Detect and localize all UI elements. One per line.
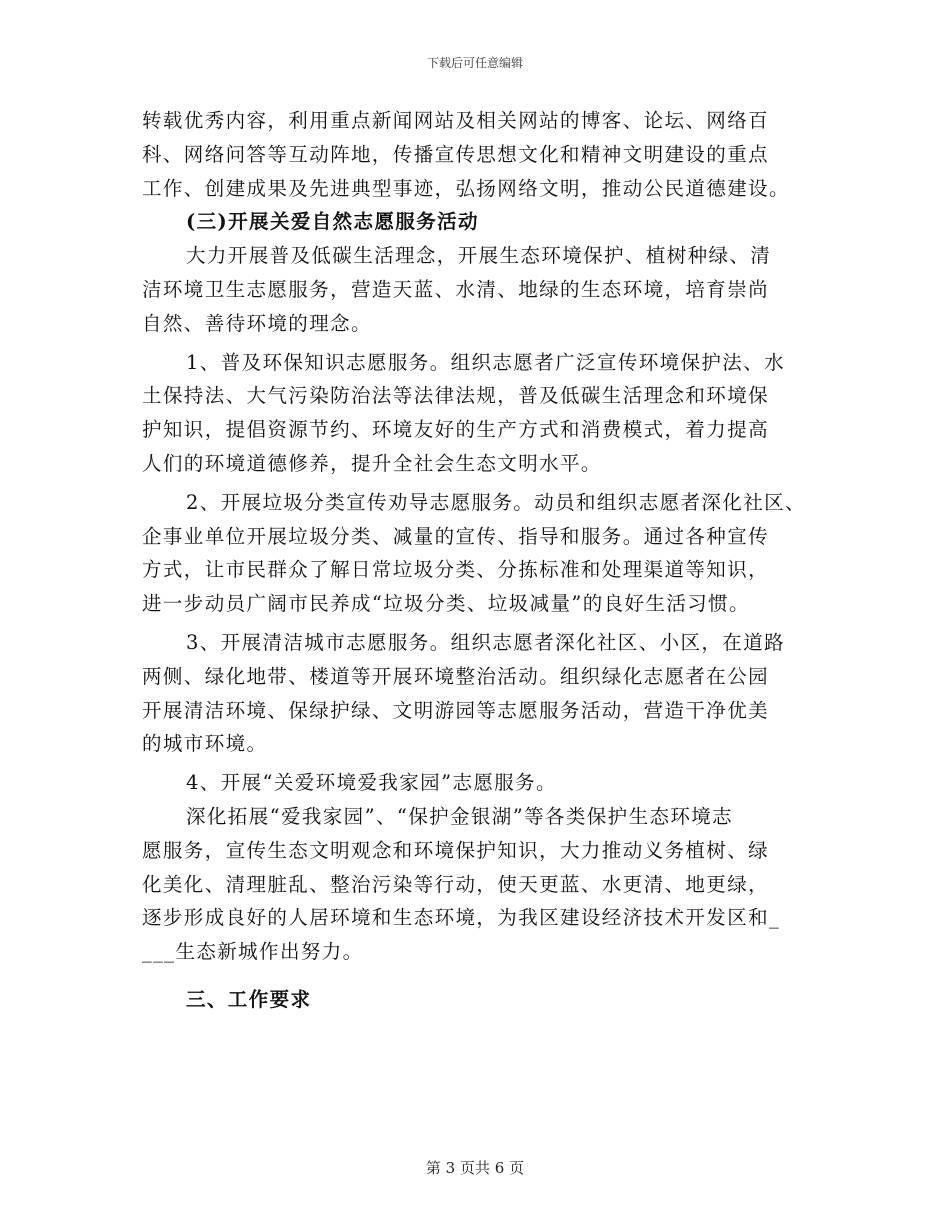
body-line: 开展清洁环境、保绿护绿、文明游园等志愿服务活动，营造干净优美: [142, 698, 770, 722]
body-line: ___生态新城作出努力。: [142, 940, 364, 964]
body-line: 科、网络问答等互动阵地，传播宣传思想文化和精神文明建设的重点: [142, 142, 770, 166]
body-line: 大力开展普及低碳生活理念，开展生态环境保护、植树种绿、清: [186, 244, 772, 268]
body-line: 深化拓展“爱我家园”、“保护金银湖”等各类保护生态环境志: [186, 804, 734, 828]
body-line: 1、普及环保知识志愿服务。组织志愿者广泛宣传环境保护法、水: [186, 350, 786, 374]
body-line: 愿服务，宣传生态文明观念和环境保护知识，大力推动义务植树、绿: [142, 838, 770, 862]
page-header: 下载后可任意编辑: [426, 56, 523, 70]
body-line: 企事业单位开展垃圾分类、减量的宣传、指导和服务。通过各种宣传: [142, 524, 770, 548]
body-line: 2、开展垃圾分类宣传劝导志愿服务。动员和组织志愿者深化社区、: [186, 490, 806, 514]
section-heading: (三)开展关爱自然志愿服务活动: [186, 210, 479, 234]
body-line: 人们的环境道德修养，提升全社会生态文明水平。: [142, 451, 602, 475]
body-line: 工作、创建成果及先进典型事迹，弘扬网络文明，推动公民道德建设。: [142, 176, 790, 200]
section-heading: 三、工作要求: [186, 987, 312, 1011]
document-body: [142, 104, 822, 1017]
page-footer: 第 3 页共 6 页: [425, 1159, 525, 1177]
body-line: 两侧、绿化地带、楼道等开展环境整治活动。组织绿化志愿者在公园: [142, 664, 770, 688]
body-line: 化美化、清理脏乱、整治污染等行动，使天更蓝、水更清、地更绿，: [142, 872, 770, 896]
body-line: 土保持法、大气污染防治法等法律法规，普及低碳生活理念和环境保: [142, 384, 770, 408]
body-line: 的城市环境。: [142, 732, 268, 756]
body-line: 转载优秀内容，利用重点新闻网站及相关网站的博客、论坛、网络百: [142, 109, 770, 132]
body-line: 3、开展清洁城市志愿服务。组织志愿者深化社区、小区，在道路: [186, 630, 786, 654]
body-line: 进一步动员广阔市民养成“垃圾分类、垃圾减量”的良好生活习惯。: [142, 592, 750, 616]
body-line: 方式，让市民群众了解日常垃圾分类、分拣标准和处理渠道等知识，: [142, 558, 770, 582]
body-line: 逐步形成良好的人居环境和生态环境，为我区建设经济技术开发区和_: [142, 906, 781, 930]
body-line: 洁环境卫生志愿服务，营造天蓝、水清、地绿的生态环境，培育崇尚: [142, 277, 770, 301]
body-line: 自然、善待环境的理念。: [142, 311, 372, 335]
body-line: 4、开展“关爱环境爱我家园”志愿服务。: [186, 771, 557, 795]
body-line: 护知识，提倡资源节约、环境友好的生产方式和消费模式，着力提高: [142, 418, 770, 442]
